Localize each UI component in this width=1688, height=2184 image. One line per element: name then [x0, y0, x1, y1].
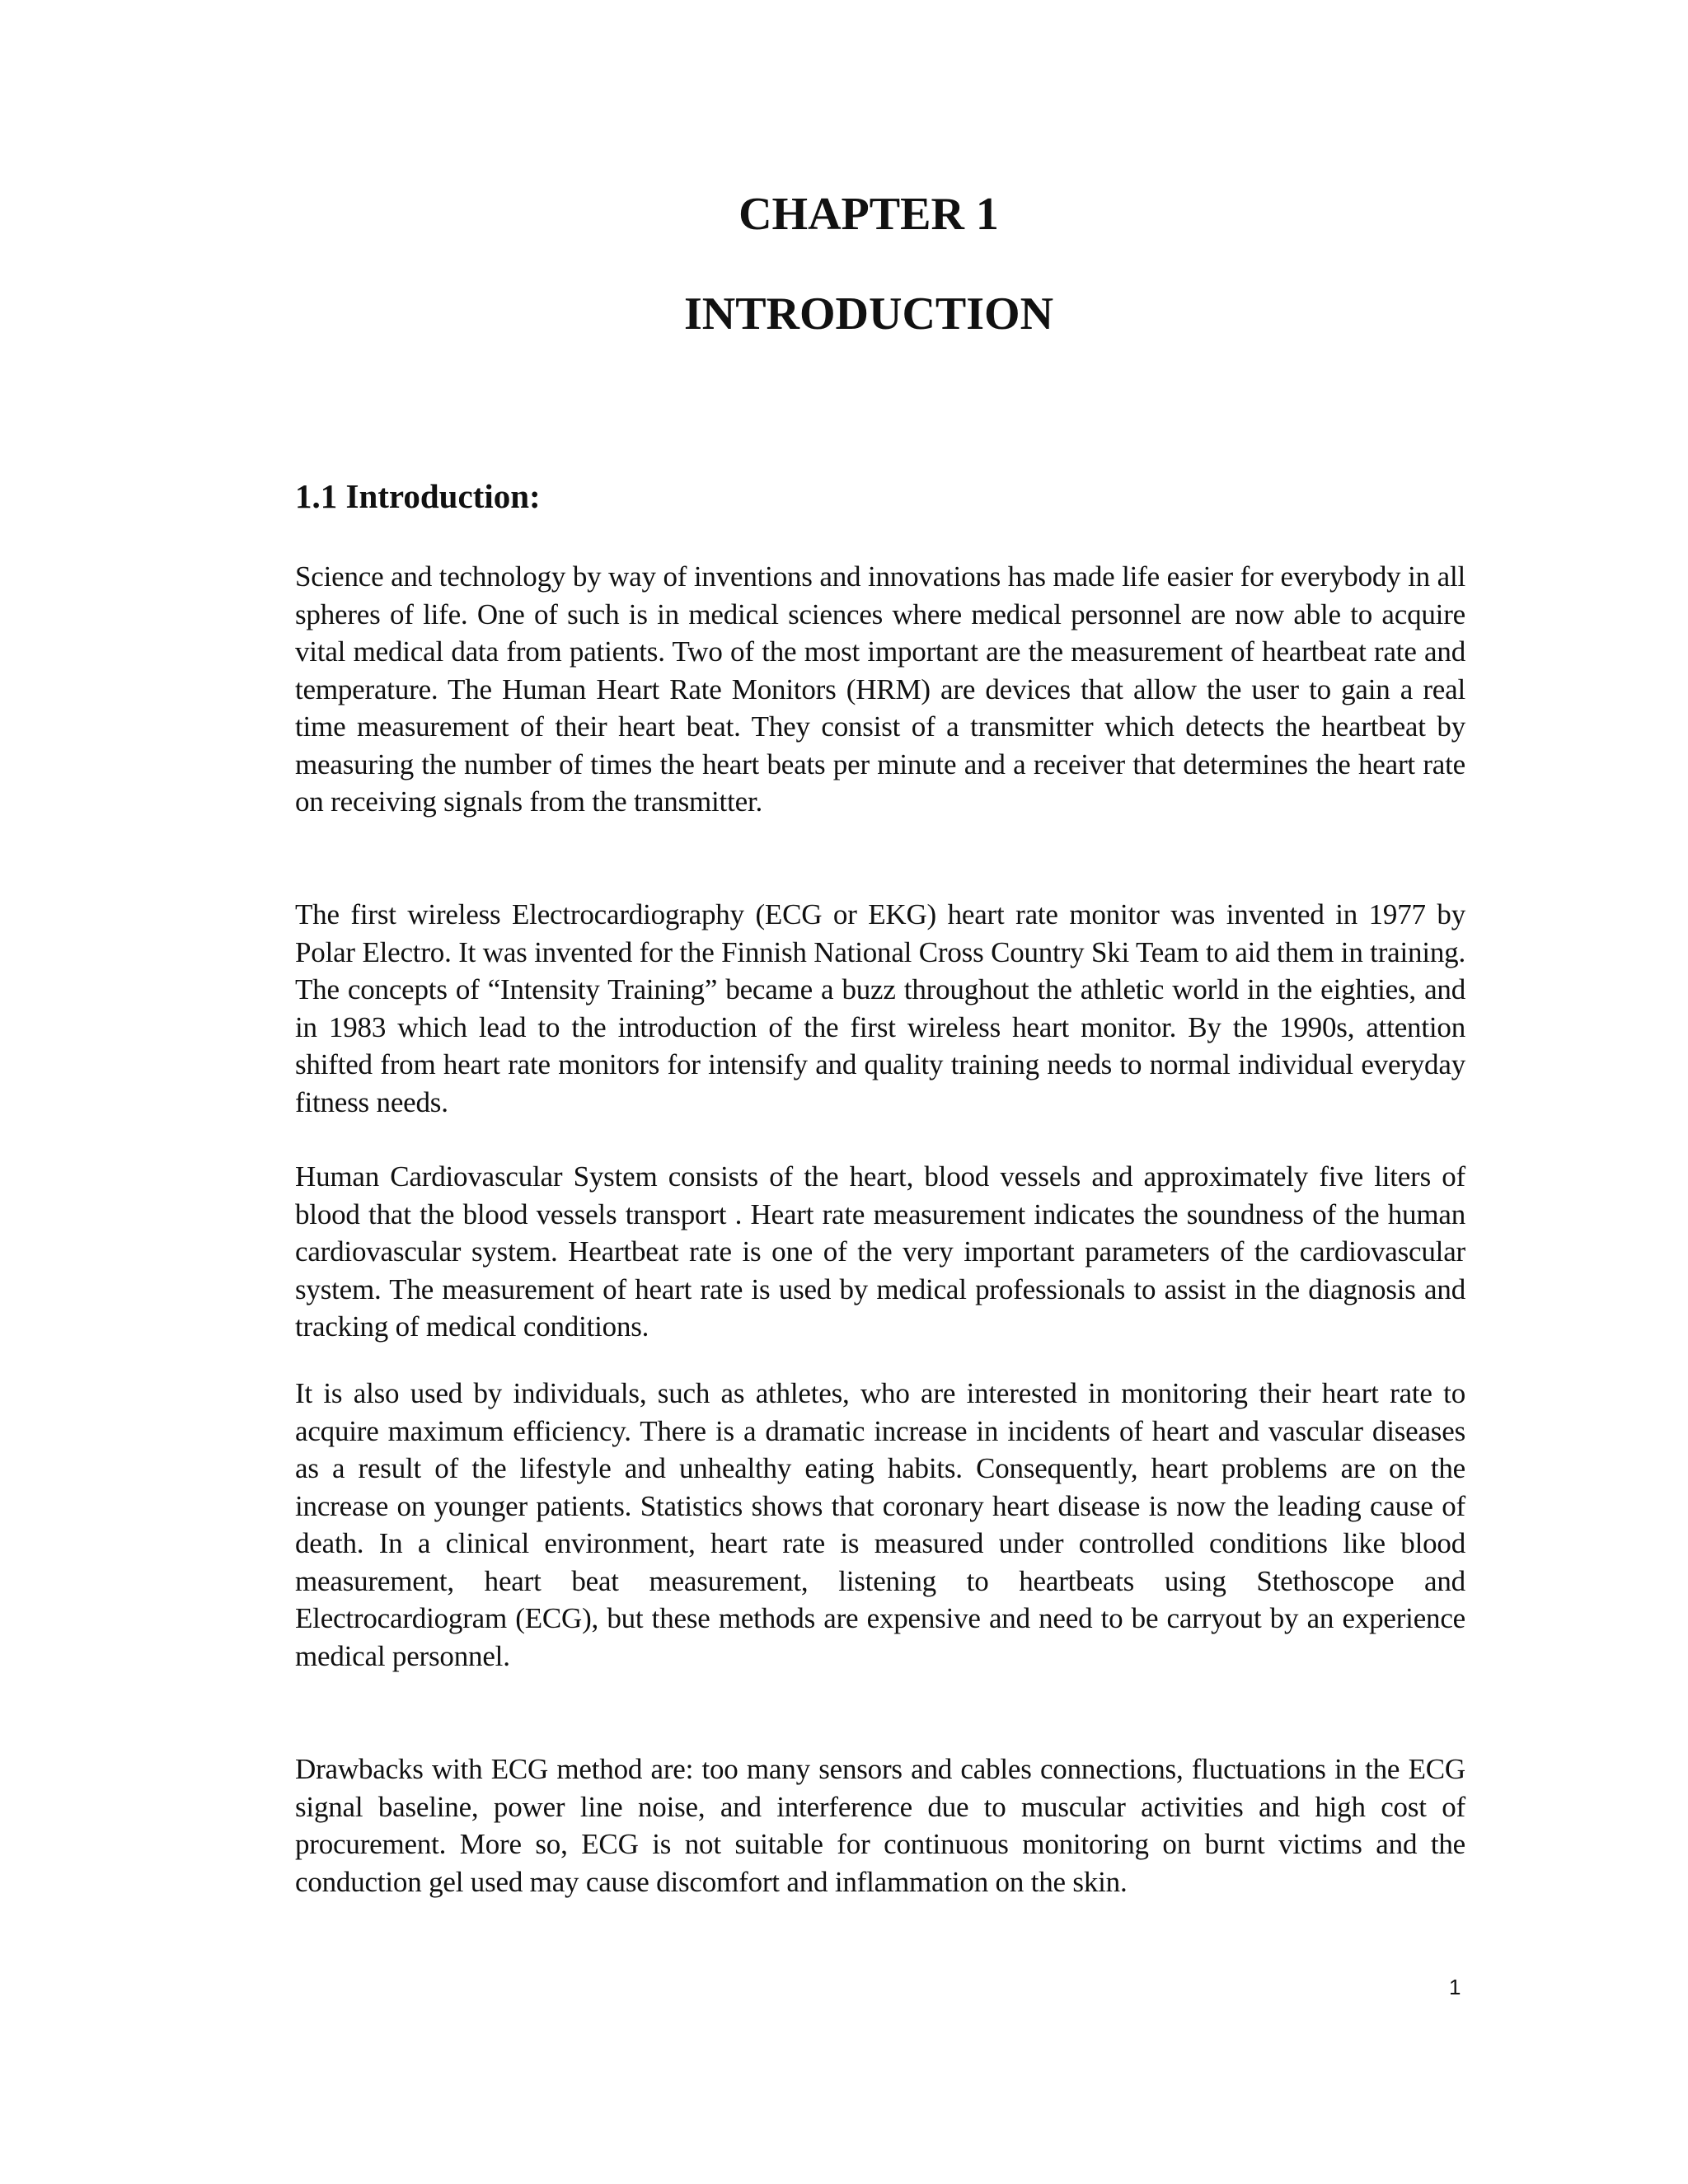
paragraph-first-wireless-ecg: The first wireless Electrocardiography (ECG or EKG) heart rate monitor was invented in 1977 by Polar Electro. It was invented for the Finnish National Cross Country Ski Team to aid them in training. The concepts of “Intensity Training” became a buzz throughout the athletic world in the eighties, and in 1983 which lead to the introduction of the first wireless heart monitor. By the 1990s, attention shifted from heart rate monitors for intensify and quality training needs to normal individual everyday fitness needs. [295, 898, 1465, 1118]
page-number: 1 [1449, 1975, 1461, 1999]
paragraph-individual-use: It is also used by individuals, such as athletes, who are interested in monitoring their heart rate to acquire maximum efficiency. There is a dramatic increase in incidents of heart and vascular diseases as a result of the lifestyle and unhealthy eating habits. Consequently, heart problems are on the increase on younger patients. Statistics shows that coronary heart disease is now the leading cause of death. In a clinical environment, heart rate is measured under controlled conditions like blood measurement, heart beat measurement, listening to heartbeats using Stethoscope and Electrocardiogram (ECG), but these methods are expensive and need to be carryout by an experience medical personnel. [295, 1377, 1465, 1672]
paragraph-cardiovascular-system: Human Cardiovascular System consists of the heart, blood vessels and approximately five liters of blood that the blood vessels transport . Heart rate measurement indicates the soundness of the human cardiovascular system. Heartbeat rate is one of the very important parameters of the cardiovascular system. The measurement of heart rate is used by medical professionals to assist in the diagnosis and tracking of medical conditions. [295, 1160, 1465, 1343]
chapter-number-heading: CHAPTER 1 [738, 189, 999, 240]
paragraph-ecg-drawbacks: Drawbacks with ECG method are: too many sensors and cables connections, fluctuations in the ECG signal baseline, power line noise, and interference due to muscular activities and high cost of procurement. More so, ECG is not suitable for continuous monitoring on burnt victims and the conduction gel used may cause discomfort and inflammation on the skin. [295, 1753, 1465, 1898]
section-heading: 1.1 Introduction: [295, 477, 541, 515]
paragraph-science-and-technology: Science and technology by way of inventions and innovations has made life easier for everybody in all spheres of life. One of such is in medical sciences where medical personnel are now able to acquire vital medical data from patients. Two of the most important are the measurement of heartbeat rate and temperature. The Human Heart Rate Monitors (HRM) are devices that allow the user to gain a real time measurement of their heart beat. They consist of a transmitter which detects the heartbeat by measuring the number of times the heart beats per minute and a receiver that determines the heart rate on receiving signals from the transmitter. [295, 560, 1465, 818]
chapter-title: INTRODUCTION [683, 288, 1054, 340]
